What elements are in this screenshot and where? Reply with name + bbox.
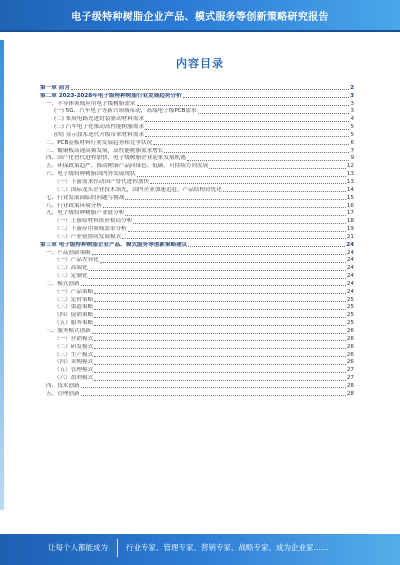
toc-entry[interactable] [40,115,354,123]
toc-entry[interactable] [40,390,354,398]
toc-leader-dots [94,372,346,373]
toc-leader-dots [145,129,349,130]
toc-entry-text: 四、国产化替代进程加快，电子级树脂企业迎来发展机遇 [46,155,186,162]
toc-leader-dots [89,270,346,271]
toc-page-number: 24 [346,241,354,248]
toc-entry[interactable] [40,108,354,116]
toc-leader-dots [145,136,349,137]
toc-entry-text: （三）产业链协同发展模式 [54,233,122,240]
toc-page-number: 24 [346,265,354,272]
toc-page-number: 27 [346,375,354,382]
toc-page-number: 15 [346,194,354,201]
toc-entry[interactable] [40,194,354,202]
toc-entry-text: 七、行业发展面临的问题与挑战 [46,194,125,201]
toc-page-number: 2 [350,84,354,91]
toc-entry-text: （一）产品差异化 [54,257,99,264]
toc-entry[interactable] [40,178,354,186]
toc-page-number: 16 [346,202,354,209]
toc-leader-dots [223,191,346,192]
toc-entry-text: 五、环保政策趋严，推动树脂产品向绿色、低碳、可持续方向发展 [46,163,209,170]
toc-entry-text: (四) 显示技术迭代升级带来材料需求 [54,131,145,138]
toc-leader-dots [198,113,350,114]
toc-page-number: 26 [346,335,354,342]
toc-entry-text: （一）下游需求拉动国产替代进程加快 [54,178,150,185]
toc-entry[interactable] [40,264,354,272]
toc-entry-text: （三）定制化 [54,273,88,280]
toc-entry[interactable] [40,162,354,170]
toc-page-number: 7 [350,147,354,154]
toc-leader-dots [94,364,346,365]
toc-leader-dots [81,395,346,396]
toc-page-number: 25 [346,312,354,319]
toc-entry[interactable] [40,147,354,155]
toc-entry[interactable] [40,351,354,359]
toc-entry-text: （六）盈利模式 [54,375,94,382]
toc-entry-text: (二) 集成电路先进封装驱动材料需求 [54,116,145,123]
toc-entry-text: （四）采购模式 [54,359,94,366]
toc-entry[interactable] [40,366,354,374]
toc-entry[interactable] [40,92,354,100]
toc-entry[interactable] [40,249,354,257]
toc-entry-text: 一、半导体领域应用电子级树脂需求 [46,100,136,107]
footer-slogan: 让每个人都能成为 [48,543,108,552]
toc-entry[interactable] [40,233,354,241]
toc-page-number: 28 [346,382,354,389]
toc-entry[interactable] [40,280,354,288]
toc-entry-text: （一）上游原材料供应格局分析 [54,218,133,225]
toc-entry[interactable] [40,327,354,335]
toc-entry[interactable] [40,374,354,382]
toc-entry[interactable] [40,311,354,319]
toc-leader-dots [94,380,346,381]
toc-leader-dots [92,254,346,255]
toc-page-number: 19 [346,226,354,233]
toc-entry-text: 九、电子级特种树脂产业链分析 [46,210,125,217]
toc-page-number: 25 [346,304,354,311]
toc-entry-text: （五）服务策略 [54,320,94,327]
toc-page-number: 3 [350,100,354,107]
toc-page-number: 4 [350,116,354,123]
toc-entry[interactable] [40,304,354,312]
toc-entry[interactable] [40,225,354,233]
report-title: 电子级特种树脂企业产品、模式服务等创新策略研究报告 [71,12,329,23]
toc-entry-text: （四）促销策略 [54,312,94,319]
toc-entry-text: 三、覆铜板高速高频发展，高性能树脂需求增长 [46,147,164,154]
toc-entry[interactable] [40,84,354,92]
toc-entry[interactable] [40,296,354,304]
toc-leader-dots [94,325,346,326]
toc-page-number: 28 [346,390,354,397]
toc-entry[interactable] [40,202,354,210]
toc-leader-dots [187,160,350,161]
toc-page-number: 5 [350,124,354,131]
toc-page-number: 26 [346,343,354,350]
toc-entry-text: 八、行业政策环境分析 [46,202,102,209]
toc-leader-dots [94,348,346,349]
toc-page-number: 25 [346,320,354,327]
toc-leader-dots [92,333,346,334]
toc-leader-dots [153,144,349,145]
footer-divider [117,539,118,557]
toc-leader-dots [94,309,346,310]
header-divider [0,30,400,32]
toc-entry-text: （二）定价策略 [54,296,94,303]
toc-page-number: 6 [350,139,354,146]
toc-entry[interactable] [40,131,354,139]
toc-entry-text: 六、电子级特种树脂国内外发展现状 [46,171,136,178]
toc-leader-dots [100,262,346,263]
toc-leader-dots [94,301,346,302]
toc-entry-text: (一) 5G、汽车电子等新兴领域带动，高端电子级PCB需求 [54,108,197,115]
toc-entry[interactable] [40,123,354,131]
toc-entry[interactable] [40,241,354,249]
toc-page-number: 24 [346,249,354,256]
toc-entry[interactable] [40,217,354,225]
toc-entry-text: （二）国际龙头企业技术领先，国内企业加速追赶，产品结构待优化 [54,186,222,193]
toc-entry-text: （二）研发模式 [54,343,94,350]
toc-heading: 内容目录 [176,57,224,70]
toc-entry-text: 二、模式创新 [46,280,80,287]
toc-page-number: 24 [346,273,354,280]
toc-leader-dots [137,105,350,106]
toc-page-number: 21 [346,233,354,240]
toc-entry[interactable] [40,257,354,265]
toc-page-number: 13 [346,171,354,178]
toc-entry-text: 五、管理创新 [46,390,80,397]
toc-entry[interactable] [40,210,354,218]
toc-page-number: 18 [346,218,354,225]
toc-leader-dots [145,121,349,122]
toc-entry-text: （一）产品策略 [54,288,94,295]
toc-leader-dots [125,215,346,216]
toc-leader-dots [81,387,346,388]
toc-leader-dots [183,97,349,98]
toc-leader-dots [150,183,346,184]
toc-leader-dots [137,176,346,177]
toc-page-number: 17 [346,210,354,217]
toc-entry-text: （一）营销模式 [54,335,94,342]
toc-entry[interactable] [40,100,354,108]
toc-page-number: 26 [346,351,354,358]
toc-page-number: 9 [350,155,354,162]
toc-entry[interactable] [40,170,354,178]
toc-leader-dots [209,168,346,169]
toc-leader-dots [94,293,346,294]
toc-page-number: 26 [346,359,354,366]
toc-page-number: 27 [346,367,354,374]
toc-entry[interactable] [40,343,354,351]
toc-entry[interactable] [40,319,354,327]
toc-leader-dots [128,231,346,232]
toc-page-number: 25 [346,296,354,303]
footer-tagline: 行业专家、管理专家、营销专家、战略专家、成为企业家…… [126,543,329,552]
toc-leader-dots [89,278,346,279]
toc-entry-text: (三) 汽车电子化推动高性能树脂需求 [54,124,145,131]
toc-leader-dots [122,238,346,239]
toc-page-number: 24 [346,257,354,264]
toc-entry-text: 三、服务模式创新 [46,328,91,334]
toc-page-number: 14 [346,186,354,193]
toc-page-number: 24 [346,288,354,295]
toc-leader-dots [133,223,346,224]
toc-page-number: 13 [346,178,354,185]
toc-leader-dots [81,285,346,286]
toc-entry[interactable] [40,155,354,163]
toc-page-number: 12 [346,163,354,170]
toc-leader-dots [164,152,349,153]
toc-leader-dots [188,246,345,247]
side-accent-bar [0,40,4,510]
toc-entry[interactable] [40,288,354,296]
toc-entry[interactable] [40,186,354,194]
toc-entry-text: （二）高端化 [54,265,88,272]
toc-entry-text: （二）下游应用领域需求分析 [54,226,127,233]
toc-entry[interactable] [40,335,354,343]
toc-entry-text: 第一章 前言 [40,84,70,91]
toc-entry-text: （三）渠道策略 [54,304,94,311]
toc-entry-text: 二、PCB基板材料行业发展趋势和竞争状况 [46,139,153,146]
toc-page-number: 24 [346,280,354,287]
toc-entry[interactable] [40,359,354,367]
toc-leader-dots [94,317,346,318]
toc-entry[interactable] [40,382,354,390]
toc-page-number: 3 [350,108,354,115]
toc-entry-text: （五）管理模式 [54,367,94,374]
toc-leader-dots [125,199,346,200]
toc-page-number: 5 [350,131,354,138]
toc-entry-text: 第二章 2023-2028年电子级特种树脂行业发展趋势分析 [40,92,182,99]
toc-leader-dots [71,89,349,90]
toc-leader-dots [94,340,346,341]
toc-entry[interactable] [40,272,354,280]
toc-entry-text: 一、产品创新策略 [46,249,91,256]
toc-entry-text: 第三章 电子级特种树脂企业产品、模式服务等创新策略建议 [40,241,188,248]
toc-entry-text: 四、技术创新 [46,382,80,389]
toc-leader-dots [94,356,346,357]
toc-entry[interactable] [40,139,354,147]
table-of-contents [40,84,354,398]
toc-leader-dots [103,207,346,208]
toc-page-number: 3 [350,92,354,99]
toc-page-number: 26 [346,328,354,334]
toc-entry-text: （三）生产模式 [54,351,94,358]
